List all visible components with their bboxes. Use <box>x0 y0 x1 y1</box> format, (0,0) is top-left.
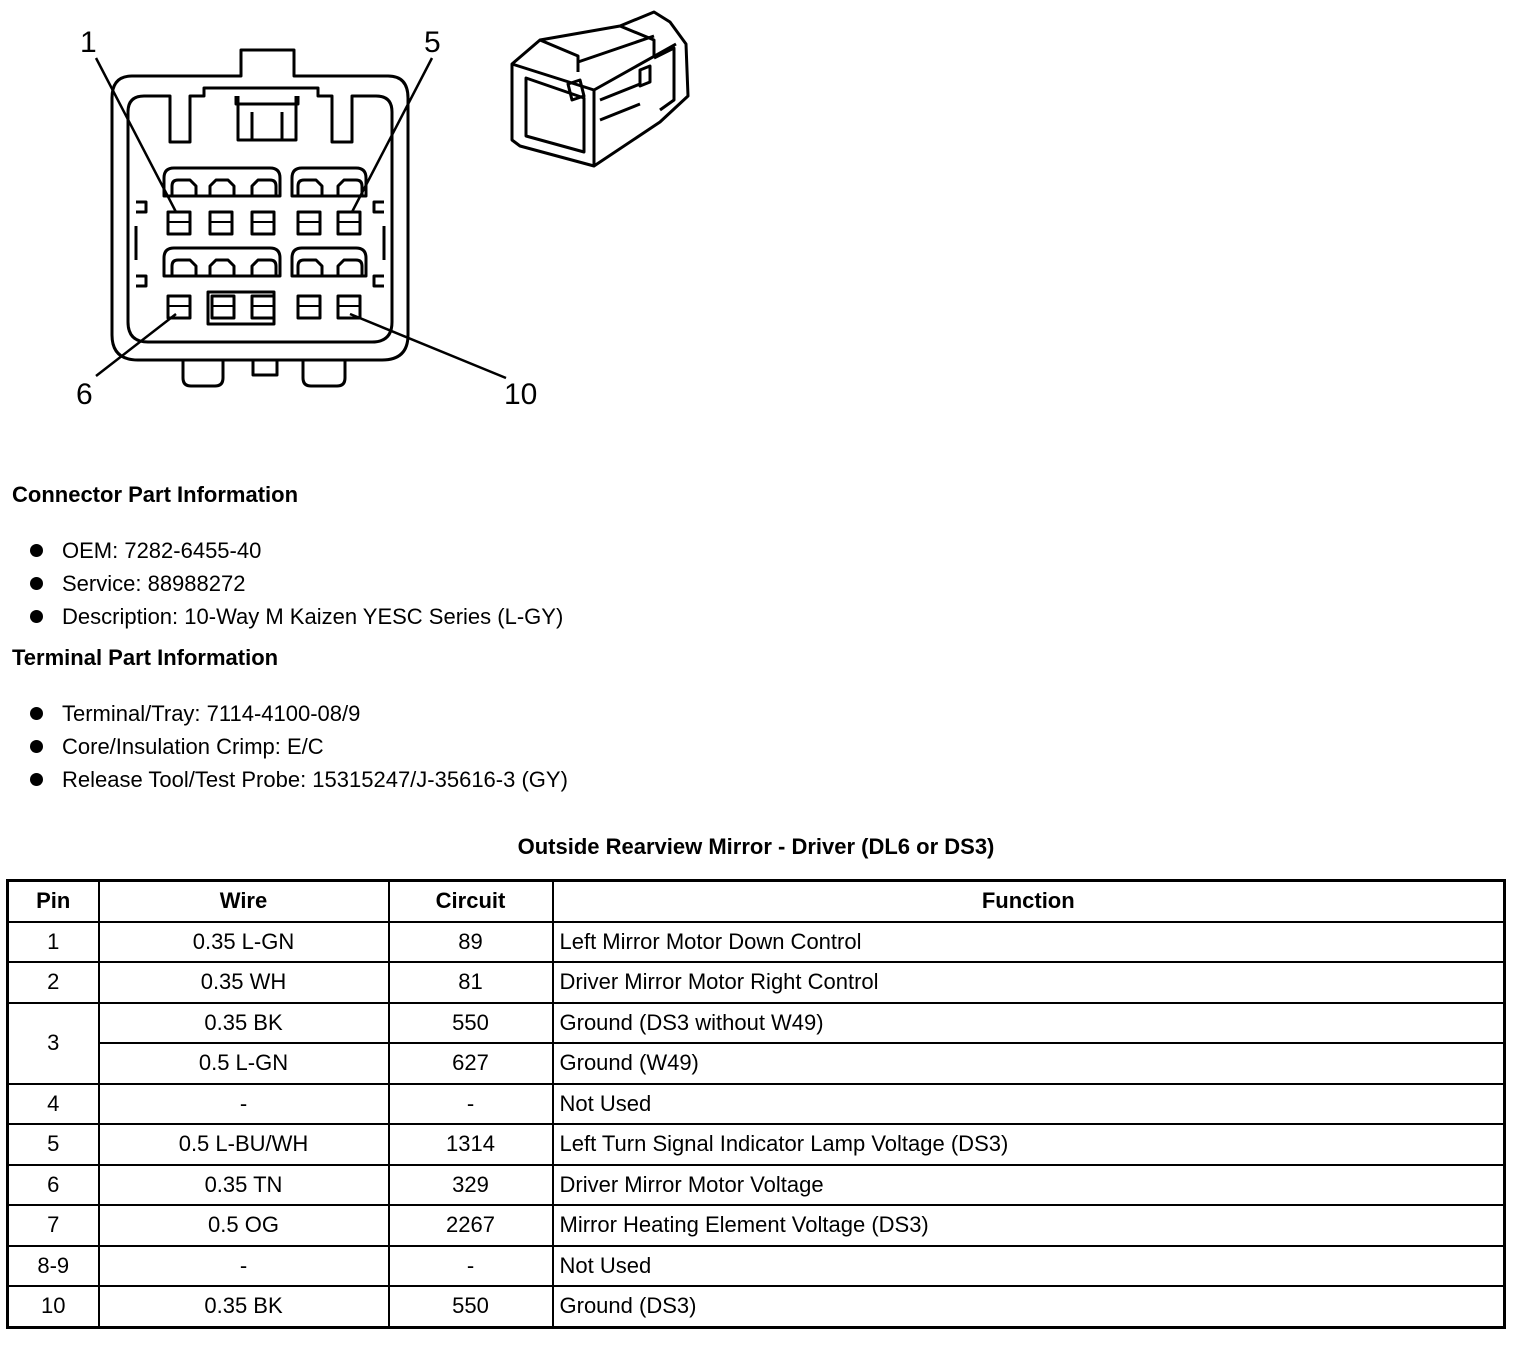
table-row <box>8 1124 1505 1165</box>
pin-cell: 1 <box>8 922 99 963</box>
connector-oem: OEM: 7282-6455-40 <box>62 538 262 563</box>
wire-cell: 0.35 WH <box>99 962 389 1003</box>
table-row <box>8 1286 1505 1327</box>
function-cell: Driver Mirror Motor Voltage <box>553 1165 1505 1206</box>
table-title: Outside Rearview Mirror - Driver (DL6 or DS3) <box>517 834 995 859</box>
circuit-cell: 550 <box>389 1286 553 1327</box>
connector-info-list <box>28 534 563 633</box>
table-row <box>8 1165 1505 1206</box>
table-row <box>8 1084 1505 1125</box>
circuit-cell: 1314 <box>389 1124 553 1165</box>
circuit-cell: 81 <box>389 962 553 1003</box>
function-cell: Ground (DS3 without W49) <box>553 1003 1505 1044</box>
circuit-cell: 2267 <box>389 1205 553 1246</box>
column-header-pin: Pin <box>8 881 99 922</box>
bullet-icon <box>30 740 43 753</box>
function-cell: Ground (DS3) <box>553 1286 1505 1327</box>
wire-cell: 0.5 OG <box>99 1205 389 1246</box>
table-row <box>8 1246 1505 1287</box>
function-cell: Mirror Heating Element Voltage (DS3) <box>553 1205 1505 1246</box>
table-row <box>8 922 1505 963</box>
pin-cell: 4 <box>8 1084 99 1125</box>
pin-cell: 2 <box>8 962 99 1003</box>
function-cell: Driver Mirror Motor Right Control <box>553 962 1505 1003</box>
callout-label-6: 6 <box>76 378 93 411</box>
wire-cell: - <box>99 1246 389 1287</box>
circuit-cell: 627 <box>389 1043 553 1084</box>
table-header-row <box>8 881 1505 922</box>
circuit-cell: - <box>389 1084 553 1125</box>
terminal-release-tool: Release Tool/Test Probe: 15315247/J-35616-3 (GY) <box>62 767 568 792</box>
bullet-icon <box>30 773 43 786</box>
wire-cell: 0.35 TN <box>99 1165 389 1206</box>
connector-service: Service: 88988272 <box>62 571 246 596</box>
table-row <box>8 1003 1505 1044</box>
callout-10-leader <box>350 314 506 378</box>
pin-cell: 7 <box>8 1205 99 1246</box>
list-item <box>28 763 568 796</box>
pinout-table <box>6 879 1506 1329</box>
connector-info-heading: Connector Part Information <box>12 482 299 507</box>
function-cell: Not Used <box>553 1084 1505 1125</box>
bullet-icon <box>30 610 43 623</box>
callout-label-5: 5 <box>424 26 441 59</box>
pin-cell: 3 <box>8 1003 99 1084</box>
connector-3d-view <box>512 12 688 166</box>
list-item <box>28 534 563 567</box>
wire-cell: 0.35 L-GN <box>99 922 389 963</box>
pin-cell: 8-9 <box>8 1246 99 1287</box>
table-row <box>8 962 1505 1003</box>
circuit-cell: 89 <box>389 922 553 963</box>
bullet-icon <box>30 544 43 557</box>
wire-cell: - <box>99 1084 389 1125</box>
circuit-cell: 329 <box>389 1165 553 1206</box>
wire-cell: 0.35 BK <box>99 1286 389 1327</box>
callout-1-leader <box>96 58 176 212</box>
terminal-crimp: Core/Insulation Crimp: E/C <box>62 734 324 759</box>
connector-description: Description: 10-Way M Kaizen YESC Series (L-GY) <box>62 604 564 629</box>
list-item <box>28 567 563 600</box>
callout-label-1: 1 <box>80 26 97 59</box>
function-cell: Left Mirror Motor Down Control <box>553 922 1505 963</box>
callout-6-leader <box>96 314 176 376</box>
list-item <box>28 600 563 633</box>
table-row <box>8 1205 1505 1246</box>
function-cell: Left Turn Signal Indicator Lamp Voltage (DS3) <box>553 1124 1505 1165</box>
column-header-circuit: Circuit <box>389 881 553 922</box>
callout-label-10: 10 <box>504 378 538 411</box>
column-header-wire: Wire <box>99 881 389 922</box>
terminal-info-heading: Terminal Part Information <box>12 645 279 670</box>
circuit-cell: 550 <box>389 1003 553 1044</box>
function-cell: Not Used <box>553 1246 1505 1287</box>
wire-cell: 0.5 L-BU/WH <box>99 1124 389 1165</box>
wire-cell: 0.35 BK <box>99 1003 389 1044</box>
column-header-function: Function <box>553 881 1505 922</box>
bullet-icon <box>30 707 43 720</box>
connector-diagram <box>0 0 720 430</box>
terminal-info-list <box>28 697 568 796</box>
wire-cell: 0.5 L-GN <box>99 1043 389 1084</box>
list-item <box>28 730 568 763</box>
pin-cell: 6 <box>8 1165 99 1206</box>
list-item <box>28 697 568 730</box>
table-row <box>8 1043 1505 1084</box>
bullet-icon <box>30 577 43 590</box>
pin-cell: 10 <box>8 1286 99 1327</box>
terminal-tray: Terminal/Tray: 7114-4100-08/9 <box>62 701 361 726</box>
pin-cell: 5 <box>8 1124 99 1165</box>
circuit-cell: - <box>389 1246 553 1287</box>
function-cell: Ground (W49) <box>553 1043 1505 1084</box>
